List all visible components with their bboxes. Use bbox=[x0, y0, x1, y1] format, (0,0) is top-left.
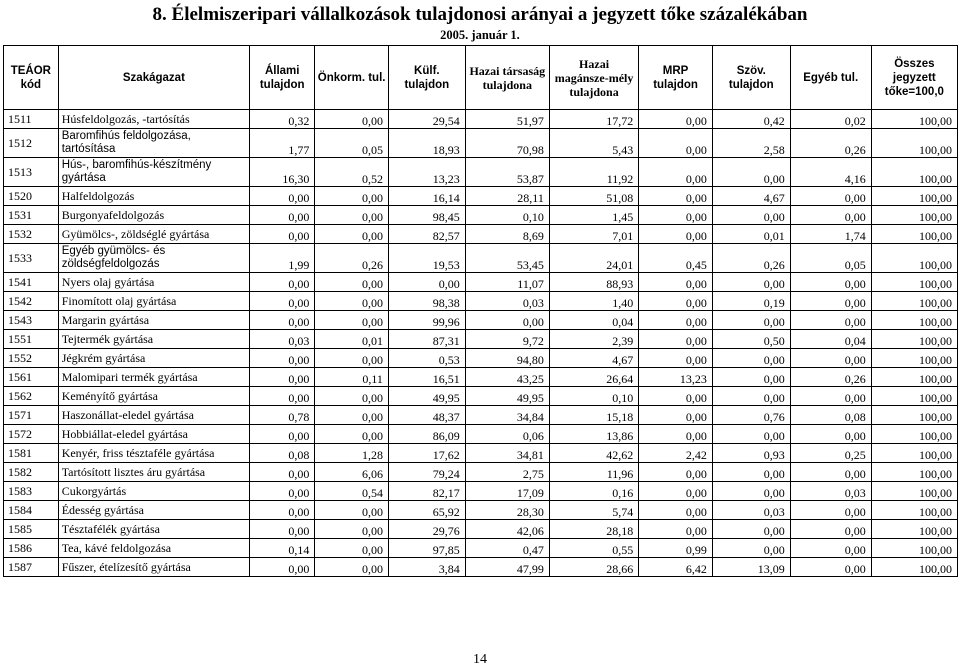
sector-name-cell: Egyéb gyümölcs- és zöldségfeldolgozás bbox=[58, 244, 249, 273]
value-cell: 0,00 bbox=[790, 349, 871, 368]
table-row bbox=[4, 425, 958, 444]
value-cell: 53,45 bbox=[465, 244, 549, 273]
value-cell: 0,11 bbox=[315, 368, 389, 387]
value-cell: 13,86 bbox=[549, 425, 638, 444]
value-cell: 29,76 bbox=[388, 520, 465, 539]
value-cell: 0,00 bbox=[639, 311, 713, 330]
value-cell: 100,00 bbox=[871, 158, 957, 187]
value-cell: 0,00 bbox=[639, 158, 713, 187]
value-cell: 100,00 bbox=[871, 187, 957, 206]
value-cell: 48,37 bbox=[388, 406, 465, 425]
value-cell: 2,75 bbox=[465, 463, 549, 482]
table-row bbox=[4, 311, 958, 330]
value-cell: 0,00 bbox=[250, 187, 315, 206]
sector-name-cell: Malomipari termék gyártása bbox=[58, 368, 249, 387]
value-cell: 0,00 bbox=[250, 368, 315, 387]
table-row bbox=[4, 368, 958, 387]
value-cell: 0,06 bbox=[465, 425, 549, 444]
value-cell: 16,14 bbox=[388, 187, 465, 206]
value-cell: 0,76 bbox=[712, 406, 790, 425]
value-cell: 98,45 bbox=[388, 206, 465, 225]
value-cell: 0,00 bbox=[250, 463, 315, 482]
value-cell: 79,24 bbox=[388, 463, 465, 482]
table-row bbox=[4, 387, 958, 406]
value-cell: 28,18 bbox=[549, 520, 638, 539]
value-cell: 0,03 bbox=[712, 501, 790, 520]
value-cell: 0,00 bbox=[790, 206, 871, 225]
column-header: Hazai társaság tulajdona bbox=[465, 46, 549, 110]
value-cell: 49,95 bbox=[465, 387, 549, 406]
value-cell: 51,97 bbox=[465, 110, 549, 129]
value-cell: 0,02 bbox=[790, 110, 871, 129]
value-cell: 0,00 bbox=[712, 273, 790, 292]
table-row bbox=[4, 501, 958, 520]
teaor-code-cell: 1532 bbox=[4, 225, 59, 244]
value-cell: 0,14 bbox=[250, 539, 315, 558]
column-header: Szakágazat bbox=[58, 46, 249, 110]
value-cell: 0,00 bbox=[639, 501, 713, 520]
value-cell: 100,00 bbox=[871, 311, 957, 330]
column-header: Szöv. tulajdon bbox=[712, 46, 790, 110]
value-cell: 100,00 bbox=[871, 425, 957, 444]
value-cell: 0,00 bbox=[639, 482, 713, 501]
sector-name-cell: Tejtermék gyártása bbox=[58, 330, 249, 349]
value-cell: 100,00 bbox=[871, 444, 957, 463]
value-cell: 0,00 bbox=[639, 387, 713, 406]
column-header: TEÁOR kód bbox=[4, 46, 59, 110]
value-cell: 0,00 bbox=[250, 206, 315, 225]
value-cell: 0,00 bbox=[315, 311, 389, 330]
value-cell: 0,00 bbox=[250, 425, 315, 444]
teaor-code-cell: 1582 bbox=[4, 463, 59, 482]
value-cell: 0,00 bbox=[790, 539, 871, 558]
value-cell: 5,43 bbox=[549, 129, 638, 158]
teaor-code-cell: 1581 bbox=[4, 444, 59, 463]
value-cell: 0,00 bbox=[250, 558, 315, 577]
value-cell: 99,96 bbox=[388, 311, 465, 330]
value-cell: 3,84 bbox=[388, 558, 465, 577]
value-cell: 28,30 bbox=[465, 501, 549, 520]
teaor-code-cell: 1584 bbox=[4, 501, 59, 520]
value-cell: 13,09 bbox=[712, 558, 790, 577]
value-cell: 0,01 bbox=[712, 225, 790, 244]
value-cell: 26,64 bbox=[549, 368, 638, 387]
value-cell: 1,45 bbox=[549, 206, 638, 225]
teaor-code-cell: 1561 bbox=[4, 368, 59, 387]
table-row bbox=[4, 129, 958, 158]
table-row bbox=[4, 110, 958, 129]
value-cell: 5,74 bbox=[549, 501, 638, 520]
value-cell: 0,19 bbox=[712, 292, 790, 311]
table-row bbox=[4, 225, 958, 244]
value-cell: 0,00 bbox=[315, 225, 389, 244]
value-cell: 1,28 bbox=[315, 444, 389, 463]
value-cell: 0,00 bbox=[790, 558, 871, 577]
page-number: 14 bbox=[473, 652, 487, 667]
table-row bbox=[4, 558, 958, 577]
value-cell: 100,00 bbox=[871, 292, 957, 311]
sector-name-cell: Cukorgyártás bbox=[58, 482, 249, 501]
value-cell: 0,00 bbox=[639, 520, 713, 539]
value-cell: 0,10 bbox=[465, 206, 549, 225]
teaor-code-cell: 1512 bbox=[4, 129, 59, 158]
value-cell: 0,00 bbox=[639, 292, 713, 311]
value-cell: 0,08 bbox=[250, 444, 315, 463]
value-cell: 0,03 bbox=[790, 482, 871, 501]
value-cell: 0,16 bbox=[549, 482, 638, 501]
table-row bbox=[4, 330, 958, 349]
value-cell: 28,66 bbox=[549, 558, 638, 577]
value-cell: 100,00 bbox=[871, 558, 957, 577]
value-cell: 0,03 bbox=[250, 330, 315, 349]
value-cell: 0,00 bbox=[315, 425, 389, 444]
value-cell: 0,00 bbox=[639, 187, 713, 206]
value-cell: 11,07 bbox=[465, 273, 549, 292]
value-cell: 0,00 bbox=[250, 273, 315, 292]
value-cell: 87,31 bbox=[388, 330, 465, 349]
table-row bbox=[4, 206, 958, 225]
value-cell: 8,69 bbox=[465, 225, 549, 244]
value-cell: 0,00 bbox=[315, 520, 389, 539]
value-cell: 0,00 bbox=[250, 292, 315, 311]
value-cell: 11,96 bbox=[549, 463, 638, 482]
value-cell: 16,51 bbox=[388, 368, 465, 387]
value-cell: 7,01 bbox=[549, 225, 638, 244]
value-cell: 0,00 bbox=[639, 273, 713, 292]
teaor-code-cell: 1531 bbox=[4, 206, 59, 225]
value-cell: 24,01 bbox=[549, 244, 638, 273]
value-cell: 51,08 bbox=[549, 187, 638, 206]
teaor-code-cell: 1585 bbox=[4, 520, 59, 539]
value-cell: 0,00 bbox=[712, 482, 790, 501]
table-body bbox=[4, 110, 958, 577]
value-cell: 0,25 bbox=[790, 444, 871, 463]
value-cell: 4,16 bbox=[790, 158, 871, 187]
value-cell: 100,00 bbox=[871, 463, 957, 482]
value-cell: 2,58 bbox=[712, 129, 790, 158]
table-row bbox=[4, 539, 958, 558]
teaor-code-cell: 1572 bbox=[4, 425, 59, 444]
value-cell: 0,00 bbox=[790, 311, 871, 330]
value-cell: 17,72 bbox=[549, 110, 638, 129]
value-cell: 0,00 bbox=[315, 387, 389, 406]
value-cell: 0,00 bbox=[315, 206, 389, 225]
value-cell: 6,42 bbox=[639, 558, 713, 577]
value-cell: 100,00 bbox=[871, 244, 957, 273]
value-cell: 17,09 bbox=[465, 482, 549, 501]
value-cell: 88,93 bbox=[549, 273, 638, 292]
value-cell: 9,72 bbox=[465, 330, 549, 349]
value-cell: 18,93 bbox=[388, 129, 465, 158]
sector-name-cell: Húsfeldolgozás, -tartósítás bbox=[58, 110, 249, 129]
table-row bbox=[4, 482, 958, 501]
value-cell: 0,00 bbox=[712, 463, 790, 482]
value-cell: 0,47 bbox=[465, 539, 549, 558]
sector-name-cell: Hús-, baromfihús-készítmény gyártása bbox=[58, 158, 249, 187]
table-row bbox=[4, 520, 958, 539]
value-cell: 0,00 bbox=[639, 349, 713, 368]
value-cell: 86,09 bbox=[388, 425, 465, 444]
value-cell: 0,00 bbox=[639, 206, 713, 225]
value-cell: 0,00 bbox=[388, 273, 465, 292]
teaor-code-cell: 1533 bbox=[4, 244, 59, 273]
value-cell: 0,00 bbox=[639, 425, 713, 444]
column-header: Állami tulajdon bbox=[250, 46, 315, 110]
value-cell: 100,00 bbox=[871, 225, 957, 244]
value-cell: 11,92 bbox=[549, 158, 638, 187]
table-row bbox=[4, 187, 958, 206]
value-cell: 100,00 bbox=[871, 273, 957, 292]
value-cell: 0,78 bbox=[250, 406, 315, 425]
value-cell: 98,38 bbox=[388, 292, 465, 311]
value-cell: 0,00 bbox=[315, 539, 389, 558]
value-cell: 2,42 bbox=[639, 444, 713, 463]
value-cell: 15,18 bbox=[549, 406, 638, 425]
value-cell: 0,04 bbox=[549, 311, 638, 330]
value-cell: 100,00 bbox=[871, 520, 957, 539]
value-cell: 0,00 bbox=[712, 206, 790, 225]
column-header: MRP tulajdon bbox=[639, 46, 713, 110]
value-cell: 0,00 bbox=[315, 110, 389, 129]
value-cell: 0,05 bbox=[315, 129, 389, 158]
value-cell: 6,06 bbox=[315, 463, 389, 482]
value-cell: 0,00 bbox=[790, 187, 871, 206]
table-row bbox=[4, 273, 958, 292]
table-row bbox=[4, 158, 958, 187]
value-cell: 0,00 bbox=[315, 558, 389, 577]
value-cell: 13,23 bbox=[388, 158, 465, 187]
value-cell: 0,26 bbox=[315, 244, 389, 273]
teaor-code-cell: 1551 bbox=[4, 330, 59, 349]
table-row bbox=[4, 349, 958, 368]
teaor-code-cell: 1541 bbox=[4, 273, 59, 292]
value-cell: 94,80 bbox=[465, 349, 549, 368]
value-cell: 43,25 bbox=[465, 368, 549, 387]
value-cell: 0,00 bbox=[639, 330, 713, 349]
value-cell: 1,99 bbox=[250, 244, 315, 273]
teaor-code-cell: 1571 bbox=[4, 406, 59, 425]
page-title: 8. Élelmiszeripari vállalkozások tulajdonosi arányai a jegyzett tőke százalékában bbox=[152, 4, 808, 25]
sector-name-cell: Margarin gyártása bbox=[58, 311, 249, 330]
teaor-code-cell: 1586 bbox=[4, 539, 59, 558]
value-cell: 29,54 bbox=[388, 110, 465, 129]
teaor-code-cell: 1552 bbox=[4, 349, 59, 368]
value-cell: 100,00 bbox=[871, 206, 957, 225]
teaor-code-cell: 1562 bbox=[4, 387, 59, 406]
sector-name-cell: Tartósított lisztes áru gyártása bbox=[58, 463, 249, 482]
teaor-code-cell: 1511 bbox=[4, 110, 59, 129]
value-cell: 0,00 bbox=[250, 311, 315, 330]
sector-name-cell: Baromfihús feldolgozása, tartósítása bbox=[58, 129, 249, 158]
value-cell: 0,00 bbox=[712, 520, 790, 539]
value-cell: 0,00 bbox=[639, 129, 713, 158]
value-cell: 0,00 bbox=[712, 539, 790, 558]
value-cell: 0,00 bbox=[315, 501, 389, 520]
value-cell: 42,62 bbox=[549, 444, 638, 463]
value-cell: 0,04 bbox=[790, 330, 871, 349]
table-header-row bbox=[4, 46, 958, 110]
value-cell: 100,00 bbox=[871, 110, 957, 129]
sector-name-cell: Gyümölcs-, zöldséglé gyártása bbox=[58, 225, 249, 244]
value-cell: 0,00 bbox=[712, 387, 790, 406]
value-cell: 0,00 bbox=[250, 387, 315, 406]
value-cell: 0,00 bbox=[790, 501, 871, 520]
value-cell: 100,00 bbox=[871, 482, 957, 501]
value-cell: 0,00 bbox=[790, 292, 871, 311]
value-cell: 0,00 bbox=[639, 110, 713, 129]
sector-name-cell: Finomított olaj gyártása bbox=[58, 292, 249, 311]
value-cell: 0,52 bbox=[315, 158, 389, 187]
value-cell: 0,08 bbox=[790, 406, 871, 425]
value-cell: 100,00 bbox=[871, 330, 957, 349]
value-cell: 0,00 bbox=[250, 501, 315, 520]
sector-name-cell: Jégkrém gyártása bbox=[58, 349, 249, 368]
value-cell: 0,00 bbox=[250, 482, 315, 501]
value-cell: 0,00 bbox=[639, 225, 713, 244]
value-cell: 0,00 bbox=[712, 158, 790, 187]
value-cell: 0,00 bbox=[465, 311, 549, 330]
column-header: Külf. tulajdon bbox=[388, 46, 465, 110]
column-header: Önkorm. tul. bbox=[315, 46, 389, 110]
column-header: Hazai magánsze-mély tulajdona bbox=[549, 46, 638, 110]
value-cell: 0,10 bbox=[549, 387, 638, 406]
value-cell: 16,30 bbox=[250, 158, 315, 187]
teaor-code-cell: 1583 bbox=[4, 482, 59, 501]
teaor-code-cell: 1513 bbox=[4, 158, 59, 187]
value-cell: 0,00 bbox=[712, 311, 790, 330]
value-cell: 0,50 bbox=[712, 330, 790, 349]
sector-name-cell: Tea, kávé feldolgozása bbox=[58, 539, 249, 558]
value-cell: 0,00 bbox=[315, 292, 389, 311]
teaor-code-cell: 1543 bbox=[4, 311, 59, 330]
value-cell: 0,26 bbox=[712, 244, 790, 273]
value-cell: 0,26 bbox=[790, 368, 871, 387]
value-cell: 13,23 bbox=[639, 368, 713, 387]
value-cell: 100,00 bbox=[871, 129, 957, 158]
ownership-table bbox=[3, 45, 958, 577]
value-cell: 0,00 bbox=[712, 368, 790, 387]
value-cell: 2,39 bbox=[549, 330, 638, 349]
value-cell: 0,00 bbox=[712, 349, 790, 368]
value-cell: 34,84 bbox=[465, 406, 549, 425]
value-cell: 97,85 bbox=[388, 539, 465, 558]
value-cell: 0,00 bbox=[790, 425, 871, 444]
value-cell: 100,00 bbox=[871, 387, 957, 406]
sector-name-cell: Nyers olaj gyártása bbox=[58, 273, 249, 292]
value-cell: 0,00 bbox=[250, 520, 315, 539]
value-cell: 65,92 bbox=[388, 501, 465, 520]
column-header: Összes jegyzett tőke=100,0 bbox=[871, 46, 957, 110]
value-cell: 0,00 bbox=[315, 349, 389, 368]
value-cell: 0,00 bbox=[639, 406, 713, 425]
value-cell: 0,42 bbox=[712, 110, 790, 129]
value-cell: 1,77 bbox=[250, 129, 315, 158]
value-cell: 0,01 bbox=[315, 330, 389, 349]
sector-name-cell: Hobbiállat-eledel gyártása bbox=[58, 425, 249, 444]
teaor-code-cell: 1587 bbox=[4, 558, 59, 577]
value-cell: 4,67 bbox=[549, 349, 638, 368]
value-cell: 0,00 bbox=[790, 387, 871, 406]
value-cell: 0,93 bbox=[712, 444, 790, 463]
value-cell: 0,05 bbox=[790, 244, 871, 273]
value-cell: 28,11 bbox=[465, 187, 549, 206]
value-cell: 100,00 bbox=[871, 368, 957, 387]
value-cell: 100,00 bbox=[871, 501, 957, 520]
table-row bbox=[4, 463, 958, 482]
value-cell: 0,00 bbox=[790, 463, 871, 482]
value-cell: 4,67 bbox=[712, 187, 790, 206]
value-cell: 19,53 bbox=[388, 244, 465, 273]
table-row bbox=[4, 244, 958, 273]
value-cell: 0,99 bbox=[639, 539, 713, 558]
sector-name-cell: Halfeldolgozás bbox=[58, 187, 249, 206]
value-cell: 82,57 bbox=[388, 225, 465, 244]
value-cell: 17,62 bbox=[388, 444, 465, 463]
value-cell: 0,53 bbox=[388, 349, 465, 368]
table-row bbox=[4, 444, 958, 463]
value-cell: 0,00 bbox=[315, 273, 389, 292]
value-cell: 34,81 bbox=[465, 444, 549, 463]
value-cell: 42,06 bbox=[465, 520, 549, 539]
value-cell: 100,00 bbox=[871, 349, 957, 368]
value-cell: 0,54 bbox=[315, 482, 389, 501]
value-cell: 0,00 bbox=[790, 273, 871, 292]
value-cell: 1,40 bbox=[549, 292, 638, 311]
column-header: Egyéb tul. bbox=[790, 46, 871, 110]
value-cell: 82,17 bbox=[388, 482, 465, 501]
sector-name-cell: Tésztafélék gyártása bbox=[58, 520, 249, 539]
value-cell: 0,00 bbox=[712, 425, 790, 444]
value-cell: 47,99 bbox=[465, 558, 549, 577]
sector-name-cell: Kenyér, friss tésztaféle gyártása bbox=[58, 444, 249, 463]
teaor-code-cell: 1542 bbox=[4, 292, 59, 311]
value-cell: 0,03 bbox=[465, 292, 549, 311]
page-subtitle: 2005. január 1. bbox=[440, 28, 520, 42]
value-cell: 0,26 bbox=[790, 129, 871, 158]
sector-name-cell: Burgonyafeldolgozás bbox=[58, 206, 249, 225]
sector-name-cell: Édesség gyártása bbox=[58, 501, 249, 520]
value-cell: 100,00 bbox=[871, 539, 957, 558]
value-cell: 70,98 bbox=[465, 129, 549, 158]
table-row bbox=[4, 406, 958, 425]
value-cell: 53,87 bbox=[465, 158, 549, 187]
value-cell: 0,00 bbox=[315, 187, 389, 206]
value-cell: 49,95 bbox=[388, 387, 465, 406]
value-cell: 0,00 bbox=[315, 406, 389, 425]
value-cell: 0,32 bbox=[250, 110, 315, 129]
table-row bbox=[4, 292, 958, 311]
value-cell: 0,45 bbox=[639, 244, 713, 273]
value-cell: 0,55 bbox=[549, 539, 638, 558]
sector-name-cell: Keményítő gyártása bbox=[58, 387, 249, 406]
sector-name-cell: Haszonállat-eledel gyártása bbox=[58, 406, 249, 425]
value-cell: 1,74 bbox=[790, 225, 871, 244]
value-cell: 0,00 bbox=[250, 225, 315, 244]
sector-name-cell: Fűszer, ételízesítő gyártása bbox=[58, 558, 249, 577]
teaor-code-cell: 1520 bbox=[4, 187, 59, 206]
value-cell: 0,00 bbox=[639, 463, 713, 482]
value-cell: 0,00 bbox=[790, 520, 871, 539]
value-cell: 100,00 bbox=[871, 406, 957, 425]
value-cell: 0,00 bbox=[250, 349, 315, 368]
